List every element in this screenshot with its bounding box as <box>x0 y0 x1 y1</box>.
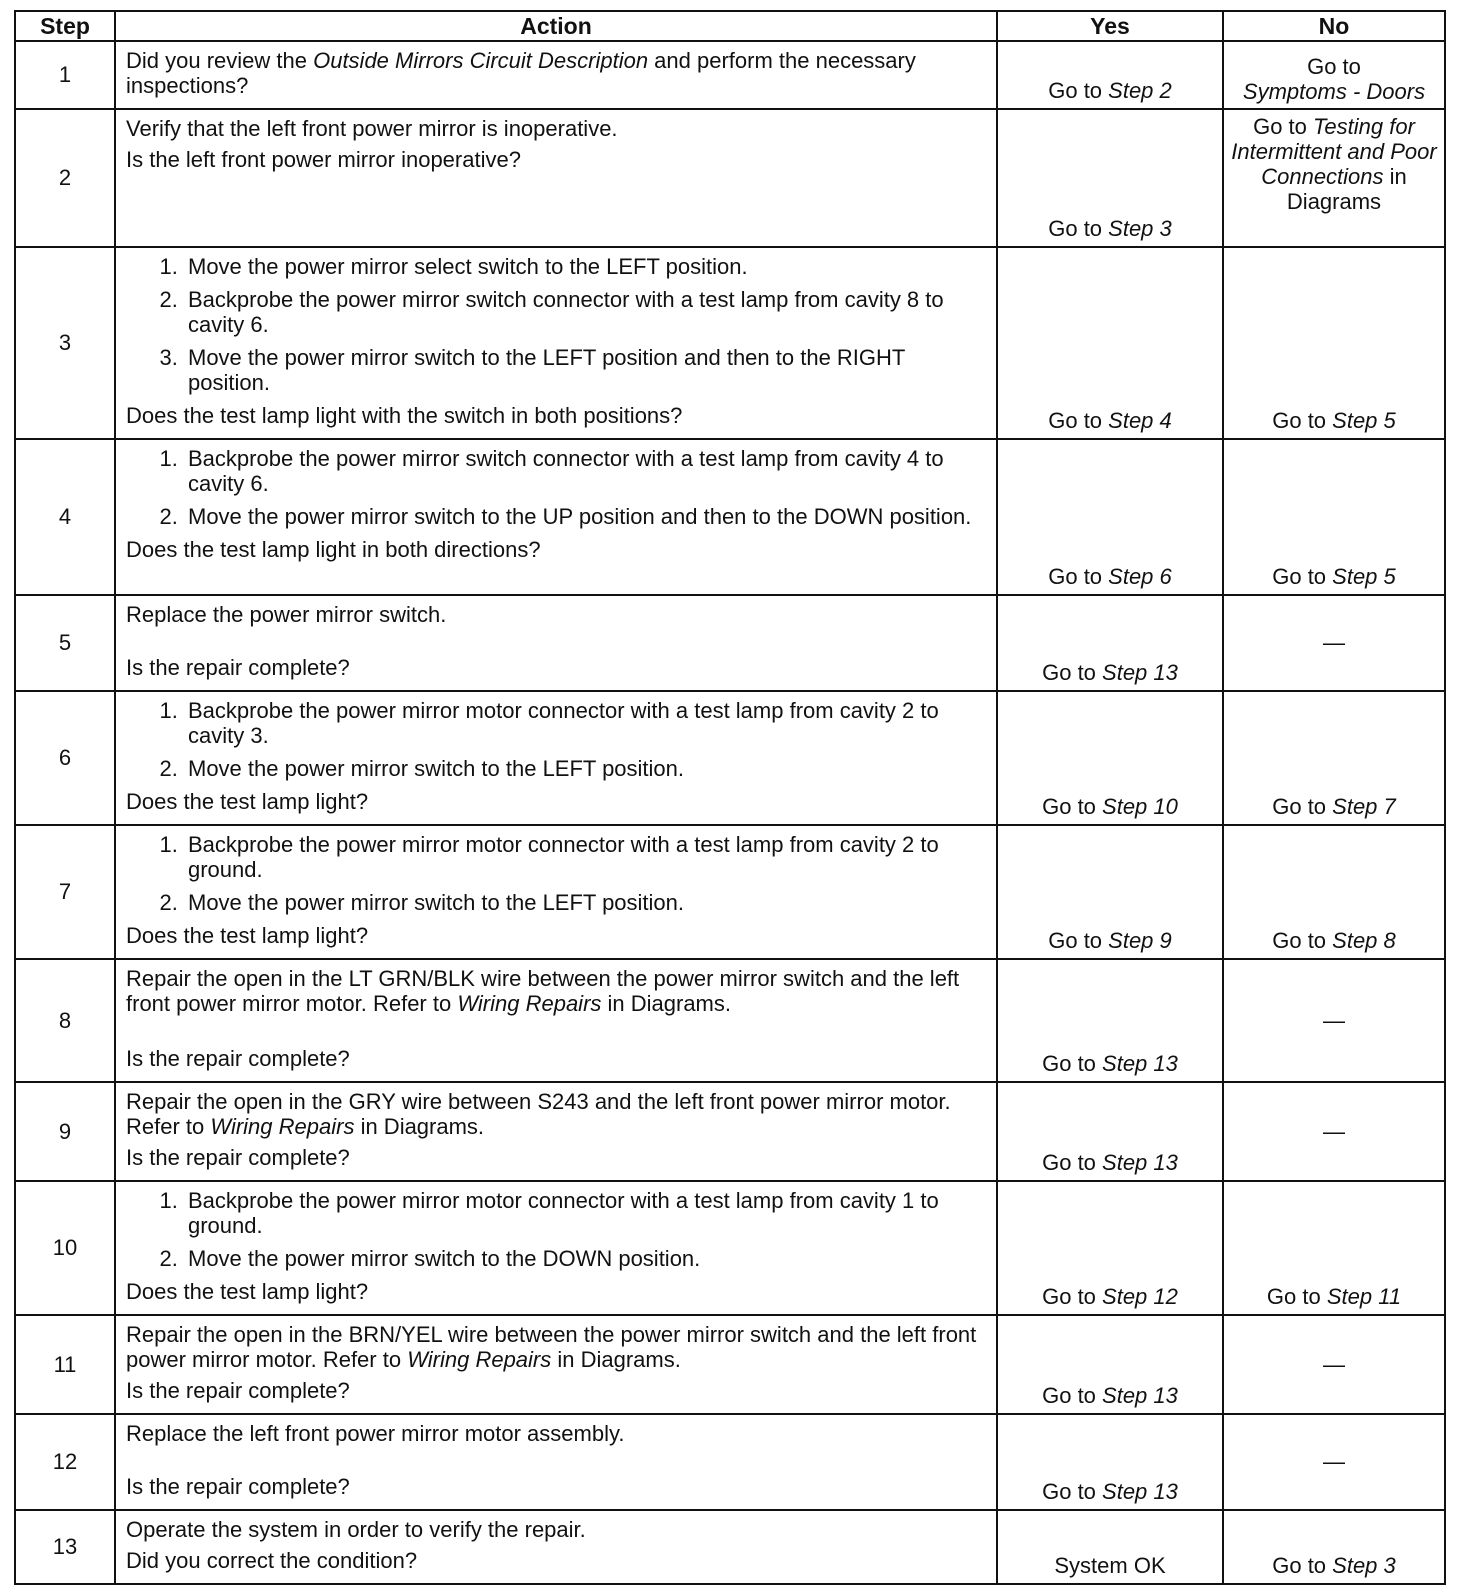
header-yes: Yes <box>997 11 1223 41</box>
header-no: No <box>1223 11 1445 41</box>
no-cell: Go to Testing for Intermittent and Poor Connections in Diagrams <box>1223 109 1445 247</box>
action-question: Does the test lamp light? <box>126 923 369 948</box>
step-number: 8 <box>15 959 115 1082</box>
empty-dash: — <box>1323 1118 1345 1144</box>
action-question: Does the test lamp light with the switch in both positions? <box>126 403 683 428</box>
action-question: Does the test lamp light? <box>126 789 369 814</box>
action-cell <box>115 595 997 691</box>
table-row <box>15 41 1445 109</box>
action-text: Replace the power mirror switch. <box>126 602 447 627</box>
step-number: 6 <box>15 691 115 825</box>
header-step: Step <box>15 11 115 41</box>
no-cell: Go to Step 5 <box>1223 247 1445 439</box>
substep-item: 2. Backprobe the power mirror switch connector with a test lamp from cavity 8 to cavity 6. <box>184 287 988 337</box>
action-cell <box>115 247 997 439</box>
action-cell <box>115 1510 997 1584</box>
table-row <box>15 439 1445 595</box>
table-row <box>15 1315 1445 1414</box>
yes-cell: Go to Step 6 <box>997 439 1223 595</box>
action-cell <box>115 1181 997 1315</box>
yes-cell: Go to Step 9 <box>997 825 1223 959</box>
empty-dash: — <box>1323 1449 1345 1474</box>
step-number: 7 <box>15 825 115 959</box>
step-number: 11 <box>15 1315 115 1414</box>
step-number: 10 <box>15 1181 115 1315</box>
table-row <box>15 959 1445 1082</box>
no-cell <box>1223 1082 1445 1181</box>
no-cell: Go to Step 11 <box>1223 1181 1445 1315</box>
action-cell <box>115 109 997 247</box>
header-action: Action <box>115 11 997 41</box>
diagnostic-table <box>14 10 1446 1585</box>
no-cell <box>1223 959 1445 1082</box>
substep-list <box>126 1188 988 1271</box>
substep-item: 2. Move the power mirror switch to the DOWN position. <box>184 1246 988 1271</box>
table-row <box>15 691 1445 825</box>
action-question: Is the left front power mirror inoperative? <box>126 147 521 172</box>
action-cell <box>115 825 997 959</box>
yes-cell: Go to Step 13 <box>997 959 1223 1082</box>
step-number: 12 <box>15 1414 115 1510</box>
no-cell: Go to Step 3 <box>1223 1510 1445 1584</box>
substep-list <box>126 832 988 915</box>
no-cell: Go to Symptoms - Doors <box>1223 41 1445 109</box>
no-cell <box>1223 1414 1445 1510</box>
no-cell: Go to Step 8 <box>1223 825 1445 959</box>
action-text: Verify that the left front power mirror is inoperative. <box>126 116 618 141</box>
action-cell <box>115 41 997 109</box>
yes-cell: System OK <box>997 1510 1223 1584</box>
substep-list <box>126 698 988 781</box>
table-row <box>15 247 1445 439</box>
action-question: Is the repair complete? <box>126 1046 350 1071</box>
step-number: 1 <box>15 41 115 109</box>
table-row <box>15 1181 1445 1315</box>
table-row <box>15 825 1445 959</box>
action-text: Did you review the Outside Mirrors Circuit Description and perform the necessary inspections? <box>126 48 916 98</box>
empty-dash: — <box>1323 630 1345 655</box>
action-cell <box>115 959 997 1082</box>
step-number: 2 <box>15 109 115 247</box>
empty-dash: — <box>1323 1007 1345 1033</box>
table-row <box>15 1510 1445 1584</box>
yes-cell: Go to Step 13 <box>997 1082 1223 1181</box>
substep-list <box>126 254 988 395</box>
action-question: Is the repair complete? <box>126 655 350 680</box>
step-number: 5 <box>15 595 115 691</box>
substep-item: 3. Move the power mirror switch to the LEFT position and then to the RIGHT position. <box>184 345 988 395</box>
table-row <box>15 1414 1445 1510</box>
yes-cell: Go to Step 4 <box>997 247 1223 439</box>
action-cell <box>115 691 997 825</box>
no-cell <box>1223 1315 1445 1414</box>
yes-cell: Go to Step 12 <box>997 1181 1223 1315</box>
action-text: Repair the open in the LT GRN/BLK wire between the power mirror switch and the left front power mirror motor. Refer to Wiring Repairs in Diagrams. <box>126 966 960 1016</box>
action-question: Is the repair complete? <box>126 1474 350 1499</box>
yes-cell: Go to Step 2 <box>997 41 1223 109</box>
action-question: Did you correct the condition? <box>126 1548 418 1573</box>
action-question: Does the test lamp light in both directions? <box>126 537 541 562</box>
action-question: Is the repair complete? <box>126 1145 350 1170</box>
action-text: Repair the open in the BRN/YEL wire between the power mirror switch and the left front power mirror motor. Refer to Wiring Repairs in Diagrams. <box>126 1322 977 1372</box>
substep-item: 1. Backprobe the power mirror motor connector with a test lamp from cavity 2 to cavity 3. <box>184 698 988 748</box>
action-cell <box>115 1315 997 1414</box>
no-cell: Go to Step 5 <box>1223 439 1445 595</box>
yes-cell: Go to Step 3 <box>997 109 1223 247</box>
substep-item: 1. Backprobe the power mirror motor connector with a test lamp from cavity 1 to ground. <box>184 1188 988 1238</box>
action-cell <box>115 439 997 595</box>
substep-item: 1. Backprobe the power mirror switch connector with a test lamp from cavity 4 to cavity 6. <box>184 446 988 496</box>
substep-item: 1. Move the power mirror select switch to the LEFT position. <box>184 254 988 279</box>
empty-dash: — <box>1323 1351 1345 1377</box>
step-number: 9 <box>15 1082 115 1181</box>
action-question: Does the test lamp light? <box>126 1279 369 1304</box>
action-cell <box>115 1082 997 1181</box>
substep-list <box>126 446 988 529</box>
step-number: 3 <box>15 247 115 439</box>
no-cell <box>1223 595 1445 691</box>
table-row <box>15 1082 1445 1181</box>
action-cell <box>115 1414 997 1510</box>
no-cell: Go to Step 7 <box>1223 691 1445 825</box>
step-number: 4 <box>15 439 115 595</box>
action-text: Replace the left front power mirror motor assembly. <box>126 1421 625 1446</box>
substep-item: 2. Move the power mirror switch to the LEFT position. <box>184 756 988 781</box>
action-text: Operate the system in order to verify the repair. <box>126 1517 586 1542</box>
yes-cell: Go to Step 13 <box>997 1414 1223 1510</box>
table-row <box>15 595 1445 691</box>
yes-cell: Go to Step 10 <box>997 691 1223 825</box>
header-row <box>15 11 1445 41</box>
action-text: Repair the open in the GRY wire between S243 and the left front power mirror motor. Refer to Wiring Repairs in Diagrams. <box>126 1089 951 1139</box>
substep-item: 2. Move the power mirror switch to the UP position and then to the DOWN position. <box>184 504 988 529</box>
table-row <box>15 109 1445 247</box>
substep-item: 2. Move the power mirror switch to the LEFT position. <box>184 890 988 915</box>
yes-cell: Go to Step 13 <box>997 595 1223 691</box>
substep-item: 1. Backprobe the power mirror motor connector with a test lamp from cavity 2 to ground. <box>184 832 988 882</box>
step-number: 13 <box>15 1510 115 1584</box>
action-question: Is the repair complete? <box>126 1378 350 1403</box>
yes-cell: Go to Step 13 <box>997 1315 1223 1414</box>
